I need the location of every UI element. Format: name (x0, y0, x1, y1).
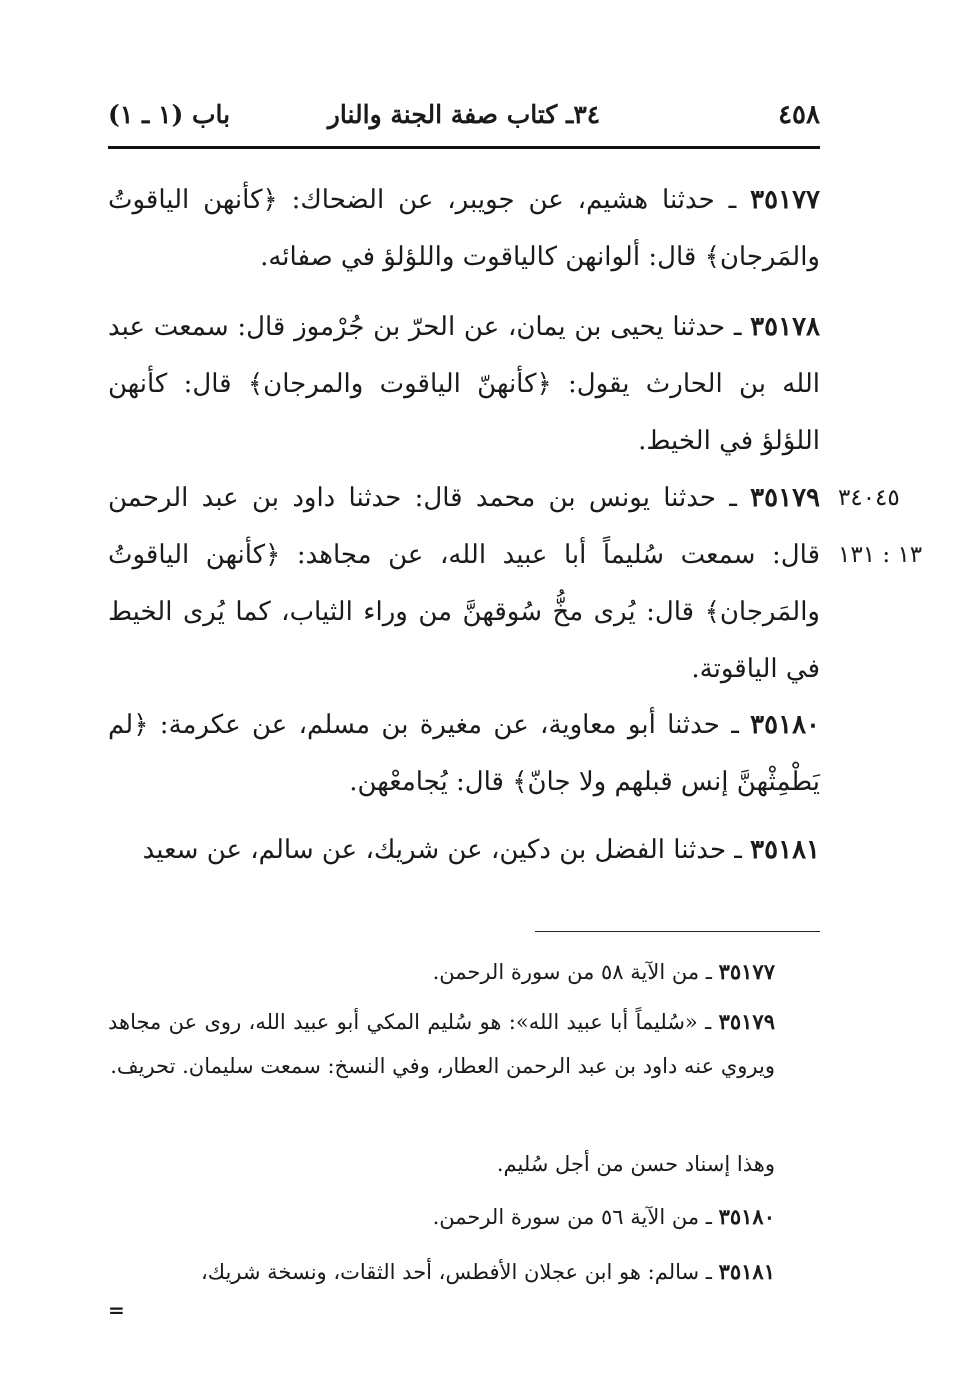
footnote-isnad-note (108, 1142, 820, 1186)
margin-reference-1: ٣٤٠٤٥ (838, 485, 900, 511)
page-header (108, 92, 820, 138)
footnote-35179 (108, 1000, 820, 1088)
hadith-number: ٣٥١٨٠ (750, 710, 820, 740)
continuation-mark: = (108, 1298, 125, 1322)
footnote-text: ـ سالم: هو ابن عجلان الأفطس، أحد الثقات، ونسخة شريك، (200, 1260, 719, 1284)
footnote-separator (535, 931, 820, 932)
hadith-35178 (108, 299, 820, 470)
hadith-text: ـ حدثنا هشيم، عن جويبر، عن الضحاك: ﴿كأنهن الياقوتُ والمَرجان﴾ قال: ألوانهن كالياقوت واللؤلؤ في صفائه. (108, 185, 820, 272)
hadith-35179 (108, 470, 820, 698)
footnote-text: ـ من الآية ٥٨ من سورة الرحمن. (432, 960, 719, 984)
hadith-number: ٣٥١٨١ (750, 835, 820, 865)
footnote-number: ٣٥١٨٠ (718, 1204, 775, 1229)
footnote-number: ٣٥١٧٩ (718, 1009, 775, 1034)
hadith-35181 (108, 822, 820, 879)
footnote-text: وهذا إسناد حسن من أجل سُليم. (496, 1152, 775, 1176)
hadith-35177 (108, 172, 820, 286)
footnote-number: ٣٥١٨١ (718, 1259, 775, 1284)
footnote-text: ـ من الآية ٥٦ من سورة الرحمن. (432, 1205, 719, 1229)
footnote-35177 (108, 950, 820, 994)
hadith-number: ٣٥١٧٧ (750, 185, 820, 215)
footnote-number: ٣٥١٧٧ (718, 959, 775, 984)
hadith-number: ٣٥١٧٩ (750, 483, 820, 513)
footnote-35180 (108, 1195, 820, 1239)
hadith-text: ـ حدثنا الفضل بن دكين، عن شريك، عن سالم، عن سعيد (142, 835, 751, 865)
hadith-text: ـ حدثنا يونس بن محمد قال: حدثنا داود بن عبد الرحمن قال: سمعت سُليماً أبا عبيد الله، عن مجاهد: ﴿كأنهن الياقوتُ والمَرجان﴾ قال: يُرى مخُّ سُوقهنَّ من وراء الثياب، كما يُرى الخيط في الياقوتة. (108, 483, 820, 684)
hadith-text: ـ حدثنا أبو معاوية، عن مغيرة بن مسلم، عن عكرمة: ﴿لم يَطْمِثْهنَّ إنس قبلهم ولا جانّ﴾ قال: يُجامعْهن. (108, 710, 820, 797)
page-number: ٤٥٨ (778, 100, 820, 130)
header-rule (108, 146, 820, 149)
footnote-text: ـ «سُليماً أبا عبيد الله»: هو سُليم المكي أبو عبيد الله، روى عن مجاهد ويروي عنه داود بن عبد الرحمن العطار، وفي النسخ: سمعت سليمان. تحريف. (108, 1010, 775, 1078)
hadith-text: ـ حدثنا يحيى بن يمان، عن الحرّ بن جُرْموز قال: سمعت عبد الله بن الحارث يقول: ﴿كأنهنّ الياقوت والمرجان﴾ قال: كأنهن اللؤلؤ في الخيط. (108, 312, 820, 456)
footnote-35181 (108, 1250, 820, 1294)
hadith-number: ٣٥١٧٨ (750, 312, 820, 342)
hadith-35180 (108, 697, 820, 811)
margin-reference-2: ١٣ : ١٣١ (838, 542, 923, 568)
book-title: ٣٤ـ كتاب صفة الجنة والنار (327, 100, 601, 129)
chapter-label: باب (١ ـ ١) (108, 100, 231, 129)
